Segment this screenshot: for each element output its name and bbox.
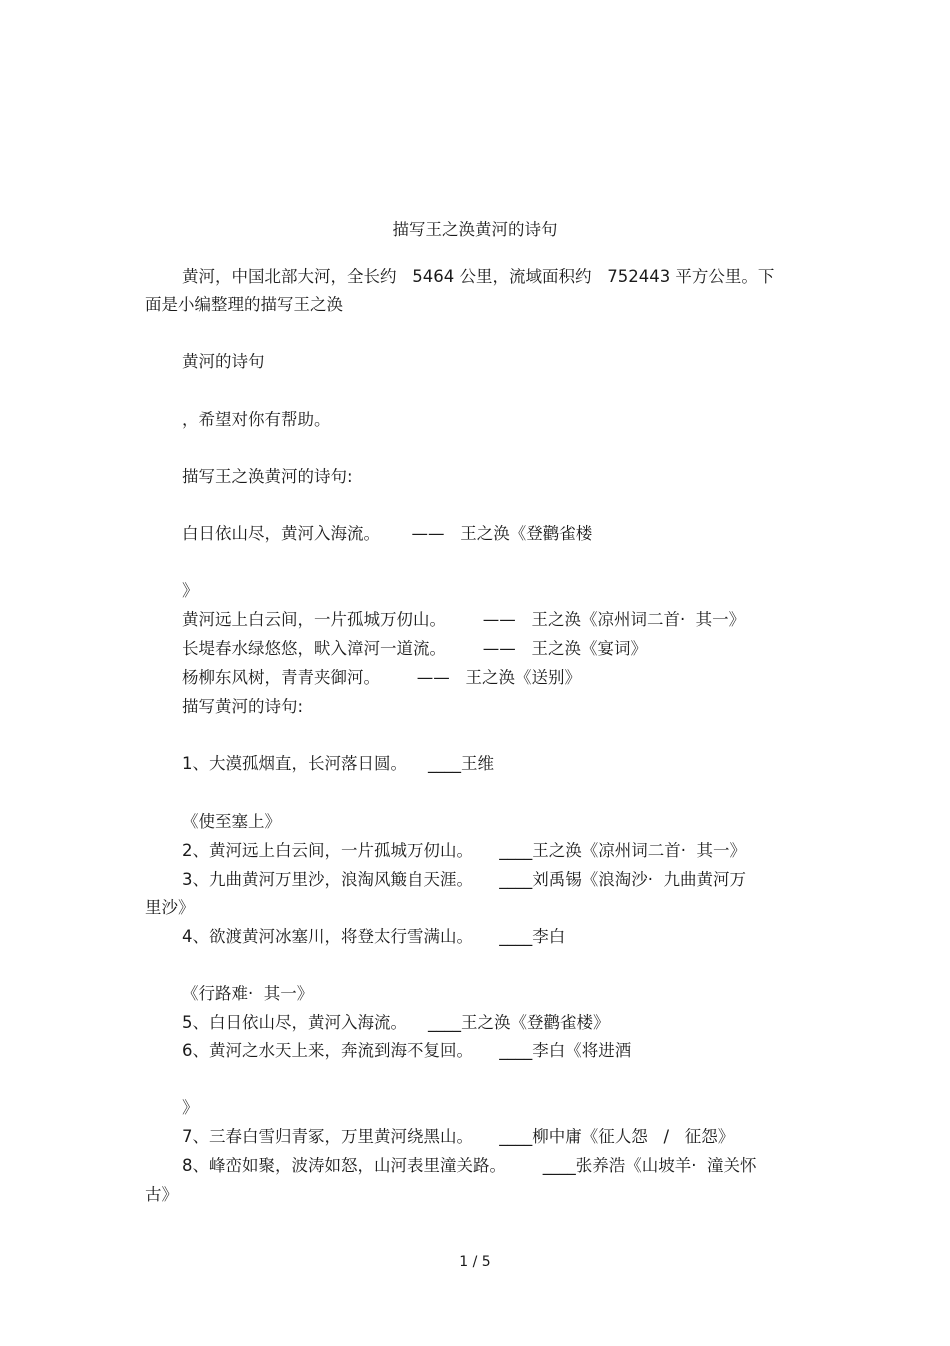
page-number: 1 / 5 [459, 1254, 491, 1270]
intro-line-1: 黄河，中国北部大河，全长约 5464 公里，流域面积约 752443 平方公里。下 [182, 267, 775, 286]
intro-line-3: 黄河的诗句 [182, 352, 265, 371]
intro-line-2: 面是小编整理的描写王之涣 [145, 295, 343, 314]
section1-item: 》 [182, 581, 199, 600]
section2-item: 古》 [145, 1185, 178, 1204]
section1-item: 长堤春水绿悠悠，畎入漳河一道流。 —— 王之涣《宴词》 [182, 639, 647, 658]
section2-item: 1、大漠孤烟直，长河落日圆。 ____王维 [182, 754, 494, 773]
section2-item: 里沙》 [145, 898, 195, 917]
section2-item: 3、九曲黄河万里沙，浪淘风簸自天涯。 ____刘禹锡《浪淘沙· 九曲黄河万 [182, 870, 746, 889]
section2-item: 7、三春白雪归青冢，万里黄河绕黑山。 ____柳中庸《征人怨 / 征怨》 [182, 1127, 735, 1146]
section2-item: 5、白日依山尽，黄河入海流。 ____王之涣《登鹳雀楼》 [182, 1013, 610, 1032]
section2-item: 4、欲渡黄河冰塞川，将登太行雪满山。 ____李白 [182, 927, 566, 946]
section1-heading: 描写王之涣黄河的诗句: [182, 467, 353, 486]
section2-heading: 描写黄河的诗句: [182, 697, 304, 716]
section2-item: 2、黄河远上白云间，一片孤城万仞山。 ____王之涣《凉州词二首· 其一》 [182, 841, 746, 860]
section1-item: 杨柳东风树，青青夹御河。 —— 王之涣《送别》 [182, 668, 581, 687]
section2-item: 》 [182, 1098, 199, 1117]
document-title: 描写王之涣黄河的诗句 [392, 220, 558, 239]
section2-item: 6、黄河之水天上来，奔流到海不复回。 ____李白《将进酒 [182, 1041, 632, 1060]
section1-item: 黄河远上白云间，一片孤城万仞山。 —— 王之涣《凉州词二首· 其一》 [182, 610, 746, 629]
section2-item: 《使至塞上》 [182, 812, 281, 831]
section2-item: 《行路难· 其一》 [182, 984, 314, 1003]
section2-item: 8、峰峦如聚，波涛如怒，山河表里潼关路。 ____张养浩《山坡羊· 潼关怀 [182, 1156, 757, 1175]
section1-item: 白日依山尽，黄河入海流。 —— 王之涣《登鹳雀楼 [182, 524, 593, 543]
intro-line-4: ，希望对你有帮助。 [182, 410, 331, 429]
